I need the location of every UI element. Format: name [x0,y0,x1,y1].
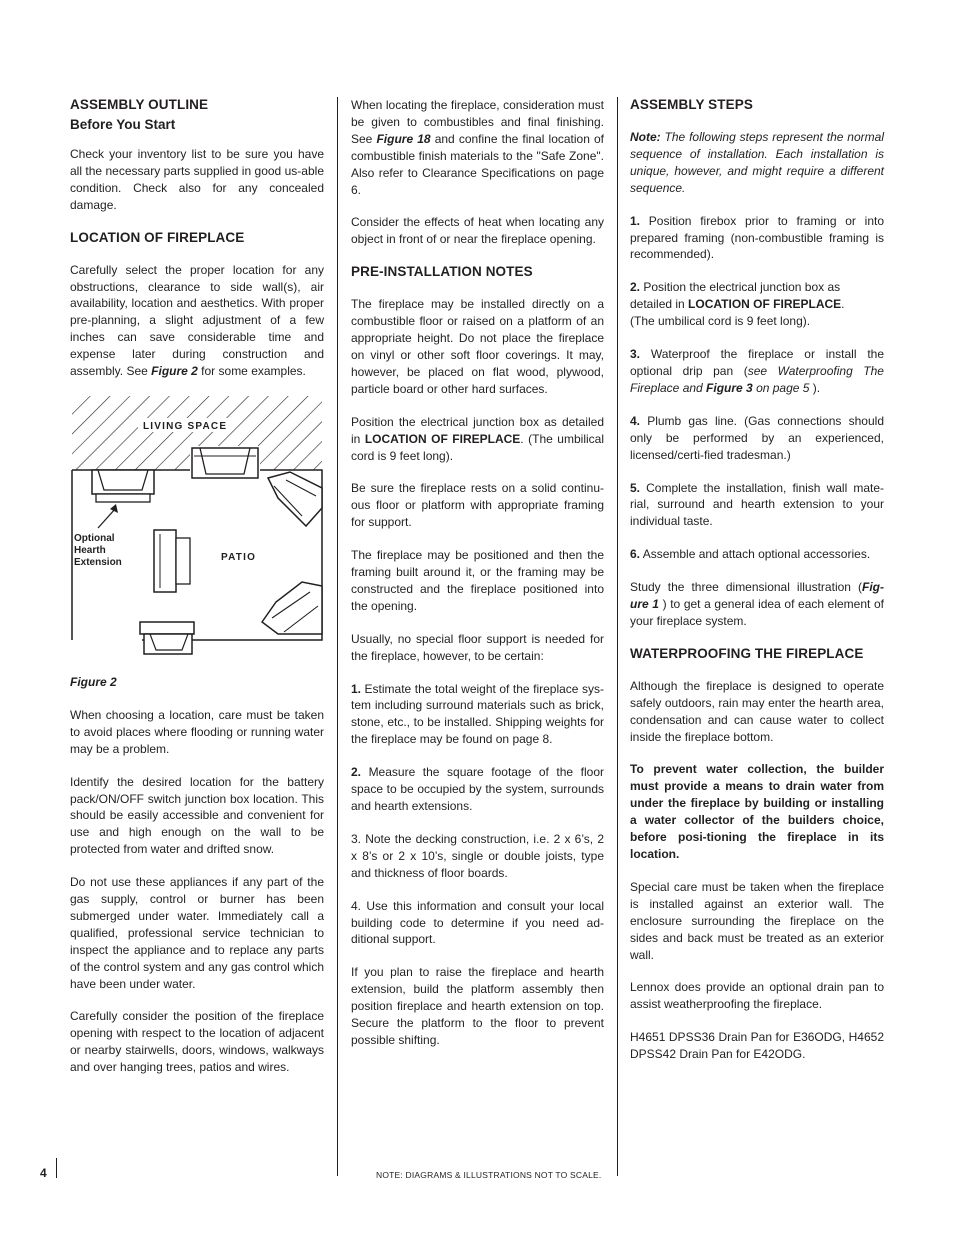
assembly-step-4: 4. Plumb gas line. (Gas connections should only be performed by an experienced, licensed/certi-fied tradesman.) [630,413,884,462]
position-paragraph: Carefully consider the position of the fireplace opening with respect to the location of adjacent or nearby stairwells, doors, windows, walkways and over hanging trees, patios and wires. [70,1009,324,1075]
column-divider-2 [617,97,618,1176]
page-number-rule [56,1158,57,1178]
hearth-arrow-head [110,504,118,513]
submerged-paragraph: Do not use these appliances if any part of the gas supply, control or burner has been submerged under water. Immediately call a qualified, professional service technician to inspect the appliance and to replace any parts of the control system and any gas control which have been under water. [70,875,324,991]
location-paragraph: Carefully select the proper location for any obstructions, clearance to side wall(s), air availability, location and aesthetics. With proper pre-planning, a slight adjustment of a few inches can save considerable time and expense later during construction and assembly. See Figure 2 for some examples. [70,262,324,379]
hearth-arrow [98,508,116,528]
assembly-steps-heading: ASSEMBLY STEPS [630,97,753,112]
support-step-2: 2. Measure the square footage of the floor space to be occupied by the system, surrounds and hearth extensions. [351,765,604,813]
optional-label-line2: Hearth [74,544,106,556]
column-2 [351,97,604,1065]
figure-2-reference: Figure 2 [151,364,198,379]
assembly-note: Note: The following steps represent the normal sequence of installation. Each installation is unique, however, and might require a different sequence. [630,130,884,195]
column-divider-1 [337,97,338,1176]
page-number: 4 [40,1166,47,1180]
optional-label-line3: Extension [74,556,122,568]
living-space-label: LIVING SPACE [143,420,228,432]
assembly-step-1: 1. Position firebox prior to framing or into prepared framing (non-combustible framing is recommended). [630,213,884,262]
figure-1-reference: Fig-ure 1 [630,580,884,612]
battery-paragraph: Identify the desired location for the battery pack/ON/OFF switch junction box location. This should be easily accessible and convenient for use and high enough on the wall to be protected from water and drifted snow. [70,774,324,857]
before-you-start-heading: Before You Start [70,117,176,132]
fireplace-bottom [140,622,194,654]
framing-paragraph: The fireplace may be positioned and then the framing built around it, or the framing may be constructed and the fireplace positioned into the opening. [351,548,604,613]
assembly-step-5: 5. Complete the installation, finish wall mate-rial, surround and hearth extension to your individual taste. [630,480,884,529]
patio-label: PATIO [221,551,257,563]
pre-installation-notes-heading: PRE-INSTALLATION NOTES [351,264,533,280]
fireplace-corner-top-right [268,472,322,526]
column-1 [70,97,324,1092]
waterproofing-heading: WATERPROOFING THE FIREPLACE [630,645,864,661]
support-step-4: 4. Use this information and consult your local building code to determine if you need ad-ditional support. [351,898,604,947]
fireplace-top-center [192,448,258,478]
drain-pan-models-paragraph: H4651 DPSS36 Drain Pan for E36ODG, H4652 DPSS42 Drain Pan for E42ODG. [630,1030,884,1062]
raise-paragraph: If you plan to raise the fireplace and hearth extension, build the platform assembly then position fireplace and hearth extension on top. Secure the platform to the floor to prevent possible shifting. [351,965,604,1047]
water-collection-warning: To prevent water collection, the builder must provide a means to drain water from under the fireplace by building or installing a water collector of the builders choice, before posi-tioning the fireplace in its location. [630,762,884,861]
study-paragraph: Study the three dimensional illustration (Fig-ure 1 ) to get a general idea of each element of your fireplace system. [630,580,884,628]
support-step-1: 1. Estimate the total weight of the fireplace sys-tem including surround materials such as brick, stone, etc., to be installed. Shipping weights for the fireplace may be found on page 8. [351,681,604,747]
optional-label-line1: Optional [74,532,115,544]
floor-paragraph: The fireplace may be installed directly on a combustible floor or raised on a platform of an appropriate height. Do not place the fireplace on vinyl or other soft floor coverings. It may, however, be placed on flat wood, plywood, particle board or other hard surfaces. [351,297,604,396]
assembly-outline-heading: ASSEMBLY OUTLINE [70,97,209,112]
flooding-paragraph: When choosing a location, care must be taken to avoid places where flooding or running water may be a problem. [70,707,324,756]
assembly-step-6: 6. Assemble and attach optional accessories. [630,547,871,562]
footer-note: NOTE: DIAGRAMS & ILLUSTRATIONS NOT TO SCALE. [376,1170,602,1180]
exterior-wall-paragraph: Special care must be taken when the fireplace is installed against an exterior wall. The enclosure surrounding the fireplace on the sides and back must be treated as an exterior wall. [630,879,884,962]
figure-18-reference: Figure 18 [376,131,431,146]
rain-paragraph: Although the fireplace is designed to operate safely outdoors, rain may enter the hearth area, condensation and can cause water to collect inside the fireplace bottom. [630,678,884,744]
assembly-step-2: 2. Position the electrical junction box as detailed in LOCATION OF FIREPLACE. (The umbilical cord is 9 feet long). [630,280,845,329]
lennox-paragraph: Lennox does provide an optional drain pan to assist weatherproofing the fireplace. [630,980,884,1012]
junction-paragraph: Position the electrical junction box as detailed in LOCATION OF FIREPLACE. (The umbilical cord is 9 feet long). [351,414,604,463]
figure-2-diagram [70,396,324,656]
inventory-paragraph: Check your inventory list to be sure you have all the necessary parts supplied in good us-able condition. Check also for any concealed damage. [70,147,324,212]
heat-paragraph: Consider the effects of heat when locating any object in front of or near the fireplace opening. [351,215,604,247]
fireplace-corner-bottom-right [262,582,322,634]
figure-3-reference: Figure 3 [706,380,753,395]
figure-2-caption: Figure 2 [70,674,117,689]
fireplace-center-island [154,530,190,592]
solid-floor-paragraph: Be sure the fireplace rests on a solid continu-ous floor or platform with appropriate framing for support. [351,481,604,530]
fireplace-top-left [92,470,154,502]
assembly-step-3: 3. Waterproof the fireplace or install the optional drip pan (see Waterproofing The Fireplace and Figure 3 on page 5 ). [630,347,884,395]
location-of-fireplace-heading: LOCATION OF FIREPLACE [70,229,245,245]
column-3 [630,97,884,1079]
support-step-3: 3. Note the decking construction, i.e. 2 x 6’s, 2 x 8’s or 2 x 10’s, single or double joists, type and thickness of floor boards. [351,831,604,880]
combustible-paragraph: When locating the fireplace, consideration must be given to combustibles and final finishing. See Figure 18 and confine the final location of combustible finish materials to the "Safe Zone". Also refer to Clearance Specifications on page 6. [351,98,604,197]
hearth-extension-shape [96,494,150,502]
support-paragraph: Usually, no special floor support is needed for the fireplace, however, to be certain: [351,631,604,663]
